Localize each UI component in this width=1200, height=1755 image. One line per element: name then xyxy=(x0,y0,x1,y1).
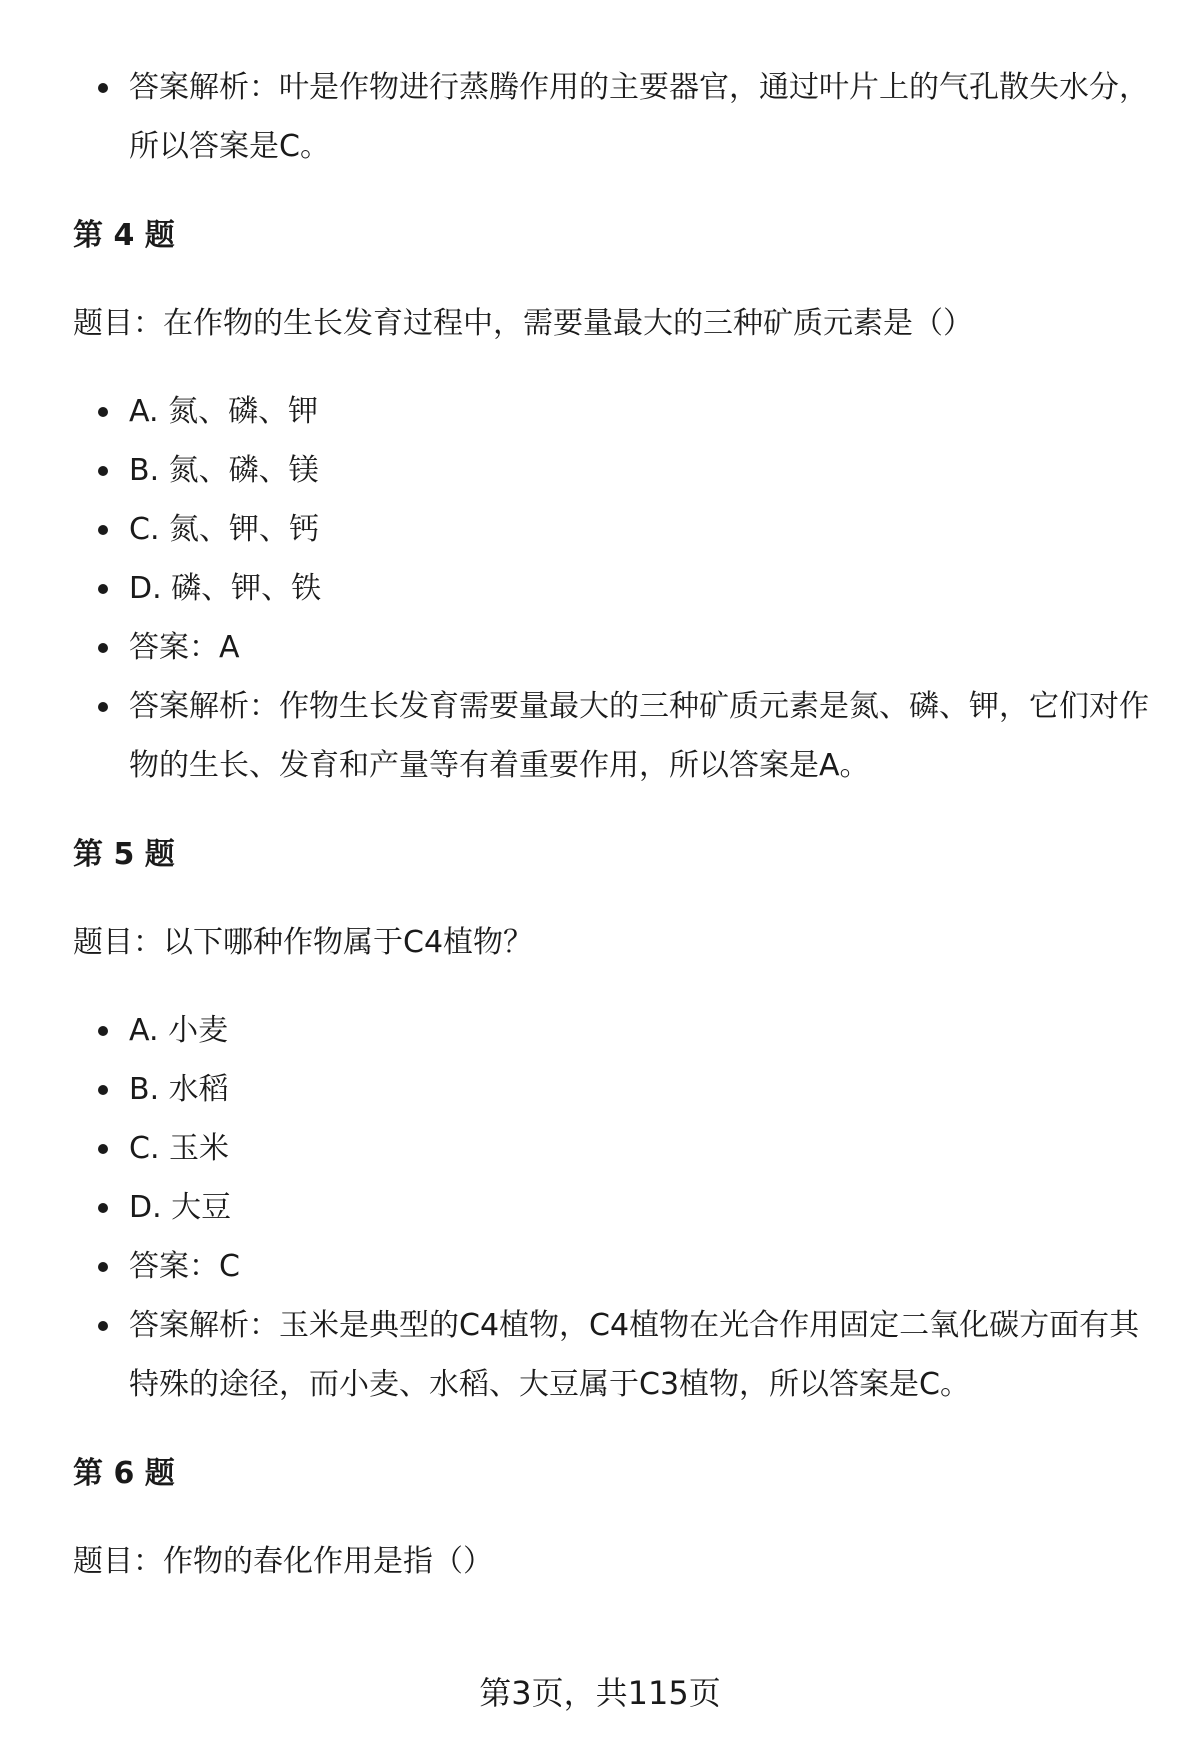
question-4-answer: 答案：A xyxy=(73,618,1153,677)
document-content xyxy=(73,58,1153,1620)
question-6-heading: 第 6 题 xyxy=(73,1456,175,1491)
question-5-answer: 答案：C xyxy=(73,1237,1153,1296)
question-4 xyxy=(73,206,1153,795)
question-4-option-a: A. 氮、磷、钾 xyxy=(73,382,1153,441)
question-4-option-c: C. 氮、钾、钙 xyxy=(73,500,1153,559)
question-4-stem: 题目：在作物的生长发育过程中，需要量最大的三种矿质元素是（） xyxy=(73,306,973,341)
question-5-explanation: 答案解析：玉米是典型的C4植物，C4植物在光合作用固定二氧化碳方面有其特殊的途径，而小麦、水稻、大豆属于C3植物，所以答案是C。 xyxy=(73,1296,1153,1414)
question-5-option-b: B. 水稻 xyxy=(73,1060,1153,1119)
question-4-explanation: 答案解析：作物生长发育需要量最大的三种矿质元素是氮、磷、钾，它们对作物的生长、发育和产量等有着重要作用，所以答案是A。 xyxy=(73,677,1153,795)
question-5-options xyxy=(73,1001,1153,1414)
question-4-options xyxy=(73,382,1153,795)
page-number-footer: 第3页，共115页 xyxy=(479,1674,721,1712)
question-6 xyxy=(73,1444,1153,1592)
question-5 xyxy=(73,825,1153,1414)
question-5-heading: 第 5 题 xyxy=(73,837,175,872)
question-4-option-b: B. 氮、磷、镁 xyxy=(73,441,1153,500)
q3-explanation: 答案解析：叶是作物进行蒸腾作用的主要器官，通过叶片上的气孔散失水分，所以答案是C。 xyxy=(73,58,1153,176)
question-5-option-a: A. 小麦 xyxy=(73,1001,1153,1060)
question-4-option-d: D. 磷、钾、铁 xyxy=(73,559,1153,618)
question-5-option-d: D. 大豆 xyxy=(73,1178,1153,1237)
question-4-heading: 第 4 题 xyxy=(73,218,175,253)
question-5-option-c: C. 玉米 xyxy=(73,1119,1153,1178)
question-6-stem: 题目：作物的春化作用是指（） xyxy=(73,1544,493,1579)
question-5-stem: 题目：以下哪种作物属于C4植物？ xyxy=(73,925,534,960)
continued-bullet-list xyxy=(73,58,1153,176)
